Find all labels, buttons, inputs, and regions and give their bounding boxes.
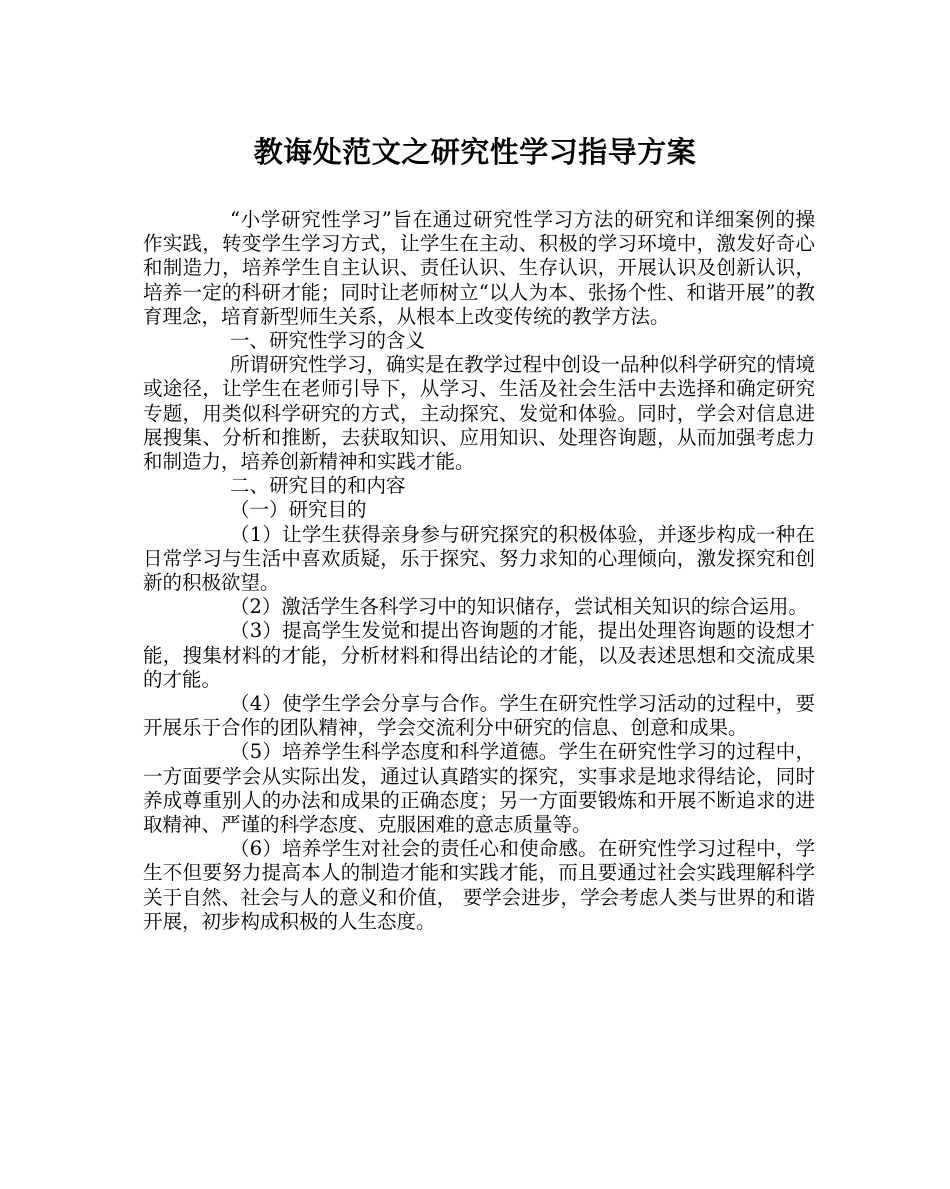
goal-item-3: （3）提高学生发觉和提出咨询题的才能，提出处理咨询题的设想才能，搜集材料的才能，分析材料和得出结论的才能，以及表述思想和交流成果的才能。 (143, 619, 815, 691)
goal-item-5: （5）培养学生科学态度和科学道德。学生在研究性学习的过程中，一方面要学会从实际出发，通过认真踏实的探究，实事求是地求得结论，同时养成尊重别人的办法和成果的正确态度；另一方面要锻炼和开展不断追求的进取精神、严谨的科学态度、克服困难的意志质量等。 (143, 740, 815, 837)
intro-paragraph: “小学研究性学习”旨在通过研究性学习方法的研究和详细案例的操作实践，转变学生学习方式，让学生在主动、积极的学习环境中，激发好奇心和制造力，培养学生自主认识、责任认识、生存认识，开展认识及创新认识，培养一定的科研才能；同时让老师树立“以人为本、张扬个性、和谐开展”的教育理念，培育新型师生关系，从根本上改变传统的教学方法。 (143, 208, 815, 328)
goal-item-6: （6）培养学生对社会的责任心和使命感。在研究性学习过程中，学生不但要努力提高本人的制造才能和实践才能，而且要通过社会实践理解科学关于自然、社会与人的意义和价值， 要学会进步，学会考虑人类与世界的和谐开展，初步构成积极的人生态度。 (143, 837, 815, 933)
goal-item-2: （2）激活学生各科学习中的知识储存，尝试相关知识的综合运用。 (230, 595, 808, 619)
section-heading-meaning: 一、研究性学习的含义 (230, 329, 426, 353)
goal-item-4: （4）使学生学会分享与合作。学生在研究性学习活动的过程中，要开展乐于合作的团队精神，学会交流利分中研究的信息、创意和成果。 (143, 692, 815, 740)
document-body (143, 208, 815, 934)
subsection-heading-goals: （一）研究目的 (230, 498, 367, 522)
section-heading-goals-content: 二、研究目的和内容 (230, 474, 406, 498)
meaning-paragraph: 所谓研究性学习，确实是在教学过程中创设一品种似科学研究的情境或途径，让学生在老师引导下，从学习、生活及社会生活中去选择和确定研究专题，用类似科学研究的方式，主动探究、发觉和体验。同时，学会对信息进展搜集、分析和推断，去获取知识、应用知识、处理咨询题，从而加强考虑力和制造力，培养创新精神和实践才能。 (143, 353, 816, 474)
document-title: 教诲处范文之研究性学习指导方案 (253, 135, 697, 169)
goal-item-1: （1）让学生获得亲身参与研究探究的积极体验，并逐步构成一种在日常学习与生活中喜欢质疑，乐于探究、努力求知的心理倾向，激发探究和创新的积极欲望。 (143, 522, 815, 595)
